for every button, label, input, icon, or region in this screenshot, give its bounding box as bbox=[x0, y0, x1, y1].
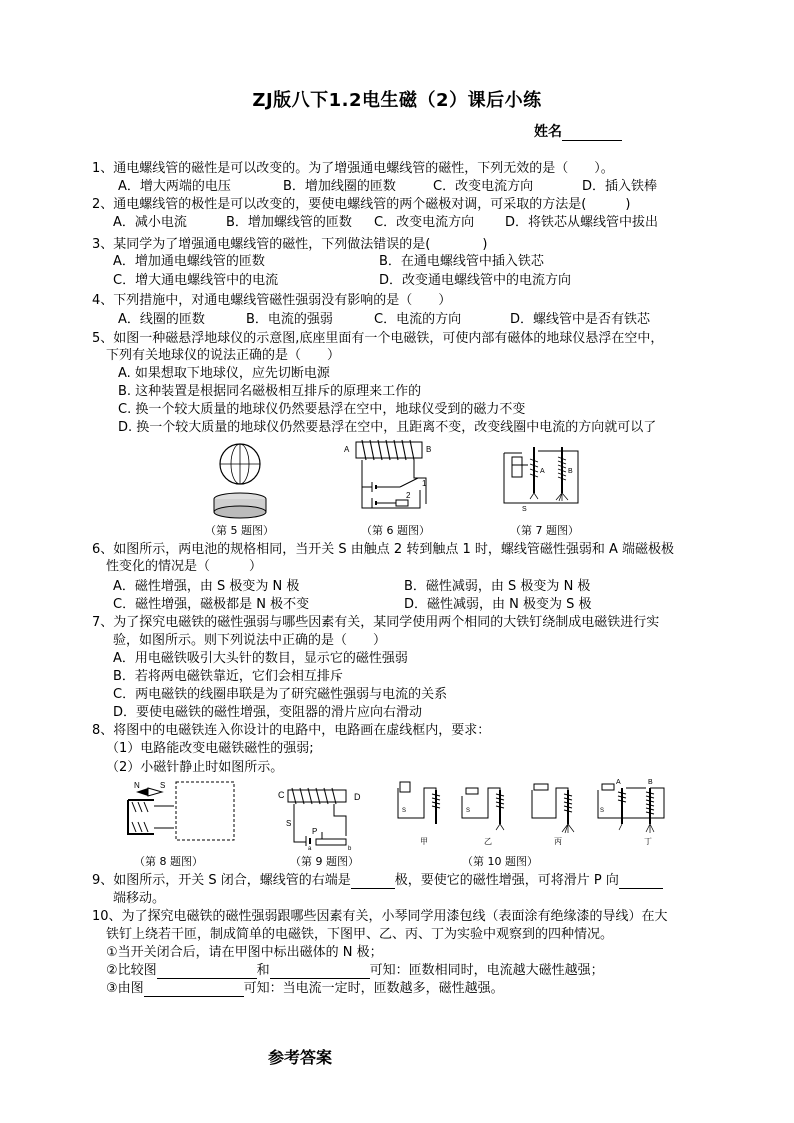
q10-item1: ①当开关闭合后，请在甲图中标出磁体的 N 极； bbox=[106, 945, 383, 960]
fig10-label-yi: 乙 bbox=[484, 837, 492, 846]
q1-option-b: B．增加线圈的匝数 bbox=[283, 179, 396, 194]
fig10-panel-ding bbox=[598, 779, 664, 846]
q10-item2-part1: ②比较图 bbox=[106, 963, 157, 978]
q3-stem: 3、某同学为了增强通电螺线管的磁性，下列做法错误的是( ) bbox=[92, 237, 488, 252]
fig10-yi-s: S bbox=[466, 808, 471, 814]
q9-part2: 极，要使它的磁性增强，可将滑片 P 向 bbox=[394, 873, 619, 888]
name-label: 姓名 bbox=[534, 124, 562, 140]
q1-option-a: A．增大两端的电压 bbox=[118, 179, 231, 194]
q6-option-b: B．磁性减弱，由 S 极变为 N 极 bbox=[404, 579, 591, 594]
fig7-electromagnets bbox=[498, 443, 588, 513]
q3-option-d: D．改变通电螺线管中的电流方向 bbox=[379, 273, 572, 288]
q5-option-a: A. 如果想取下地球仪，应先切断电源 bbox=[118, 366, 330, 381]
fig9-solenoid-rheostat bbox=[276, 786, 364, 850]
fig10-ding-b: B bbox=[648, 779, 653, 786]
q2-stem: 2、通电螺线管的极性是可以改变的，要使电螺线管的两个磁极对调，可采取的方法是( ) bbox=[92, 197, 631, 212]
fig10-label-bing: 丙 bbox=[554, 837, 562, 846]
q10-stem-line2: 铁钉上绕若干匝，制成简单的电磁铁，下图甲、乙、丙、丁为实验中观察到的四种情况。 bbox=[106, 927, 614, 942]
fig10-four-panels bbox=[394, 778, 672, 854]
q6-option-a: A．磁性增强，由 S 极变为 N 极 bbox=[113, 579, 300, 594]
fig5-globe-diagram bbox=[200, 440, 280, 520]
q10-blank-fig-b[interactable] bbox=[270, 965, 370, 979]
q8-req-2: （2）小磁针静止时如图所示。 bbox=[106, 760, 284, 775]
q10-item3-part1: ③由图 bbox=[106, 981, 144, 996]
fig6-solenoid-circuit bbox=[340, 438, 436, 518]
fig9-label-d: D bbox=[354, 792, 361, 802]
q6-option-c: C．磁性增强，磁极都是 N 极不变 bbox=[113, 597, 310, 612]
fig10-label-jia: 甲 bbox=[420, 837, 428, 846]
q9-blank-pole[interactable] bbox=[351, 875, 395, 889]
fig7-caption: （第 7 题图） bbox=[510, 524, 579, 537]
fig8-needle-s: S bbox=[160, 781, 166, 790]
q9-part3: 端移动。 bbox=[113, 891, 166, 906]
fig8-electromagnet-box bbox=[118, 778, 240, 844]
name-field[interactable] bbox=[534, 121, 622, 141]
q10-blank-fig-c[interactable] bbox=[144, 983, 244, 997]
q10-item3 bbox=[106, 980, 504, 997]
fig6-label-b: B bbox=[426, 445, 432, 454]
q10-stem-line1: 10、为了探究电磁铁的磁性强弱跟哪些因素有关，小琴同学用漆包线（表面涂有绝缘漆的导线）在大 bbox=[92, 909, 668, 924]
q10-item2-part2: 和 bbox=[256, 963, 270, 978]
fig10-ding-s: S bbox=[600, 808, 605, 814]
fig6-contact-1: 1 bbox=[422, 479, 427, 488]
q4-option-c: C．电流的方向 bbox=[374, 312, 462, 327]
q4-option-d: D．螺线管中是否有铁芯 bbox=[510, 312, 651, 327]
page-title: ZJ版八下1.2电生磁（2）课后小练 bbox=[252, 90, 542, 111]
fig10-jia-s: S bbox=[402, 808, 407, 814]
q6-stem-line2: 性变化的情况是（ ） bbox=[106, 559, 263, 574]
q8-stem: 8、将图中的电磁铁连入你设计的电路中，电路画在虚线框内，要求： bbox=[92, 723, 491, 738]
fig8-caption: （第 8 题图） bbox=[134, 855, 203, 868]
q9-line1 bbox=[92, 872, 663, 889]
fig6-caption: （第 6 题图） bbox=[361, 524, 430, 537]
q9-part1: 9、如图所示，开关 S 闭合，螺线管的右端是 bbox=[92, 873, 351, 888]
fig10-label-ding: 丁 bbox=[644, 837, 652, 846]
q5-stem-line2: 下列有关地球仪的说法正确的是（ ） bbox=[106, 348, 341, 363]
q2-option-b: B．增加螺线管的匝数 bbox=[226, 215, 352, 230]
name-blank[interactable] bbox=[562, 126, 622, 141]
q3-option-c: C．增大通电螺线管中的电流 bbox=[113, 273, 279, 288]
fig9-label-s: S bbox=[286, 819, 292, 828]
q7-option-a: A．用电磁铁吸引大头针的数目，显示它的磁性强弱 bbox=[113, 651, 408, 666]
fig10-ding-a: A bbox=[616, 779, 621, 786]
q10-item2-part3: 可知：匝数相同时，电流越大磁性越强； bbox=[369, 963, 604, 978]
fig10-panel-jia bbox=[398, 782, 440, 846]
fig7-label-a: A bbox=[540, 468, 545, 475]
fig6-contact-2: 2 bbox=[406, 491, 411, 500]
fig6-label-a: A bbox=[344, 445, 350, 454]
answer-heading: 参考答案 bbox=[268, 1048, 333, 1067]
q8-req-1: （1）电路能改变电磁铁磁性的强弱; bbox=[106, 741, 314, 756]
q1-option-c: C．改变电流方向 bbox=[433, 179, 534, 194]
fig10-panel-yi bbox=[462, 788, 504, 846]
fig9-label-b: b bbox=[348, 846, 352, 850]
fig9-label-p: P bbox=[312, 827, 318, 836]
fig9-label-a: a bbox=[308, 846, 312, 850]
q5-option-c: C. 换一个较大质量的地球仪仍然要悬浮在空中，地球仪受到的磁力不变 bbox=[118, 402, 526, 417]
q5-stem-line1: 5、如图一种磁悬浮地球仪的示意图,底座里面有一个电磁铁，可使内部有磁体的地球仪悬浮在空中， bbox=[92, 331, 664, 346]
q3-option-b: B．在通电螺线管中插入铁芯 bbox=[379, 254, 544, 269]
q6-stem-line1: 6、如图所示，两电池的规格相同，当开关 S 由触点 2 转到触点 1 时，螺线管磁性强弱和 A 端磁极极 bbox=[92, 542, 675, 557]
q7-stem-line2: 验，如图所示。则下列说法中正确的是（ ） bbox=[113, 633, 387, 648]
q1-stem: 1、通电螺线管的磁性是可以改变的。为了增强通电螺线管的磁性，下列无效的是（ ）。 bbox=[92, 161, 614, 176]
fig7-label-s: S bbox=[522, 506, 527, 513]
fig7-label-b: B bbox=[568, 468, 573, 475]
q4-stem: 4、下列措施中，对通电螺线管磁性强弱没有影响的是（ ） bbox=[92, 293, 452, 308]
fig9-caption: （第 9 题图） bbox=[290, 855, 359, 868]
q7-stem-line1: 7、为了探究电磁铁的磁性强弱与哪些因素有关，某同学使用两个相同的大铁钉绕制成电磁铁进行实 bbox=[92, 615, 660, 630]
q2-option-c: C．改变电流方向 bbox=[374, 215, 475, 230]
q2-option-d: D．将铁芯从螺线管中拔出 bbox=[505, 215, 659, 230]
q10-blank-fig-a[interactable] bbox=[157, 965, 257, 979]
fig10-caption: （第 10 题图） bbox=[462, 855, 538, 868]
fig10-panel-bing bbox=[532, 784, 574, 846]
q10-item2 bbox=[106, 962, 604, 979]
q2-option-a: A．减小电流 bbox=[113, 215, 187, 230]
q7-option-d: D．要使电磁铁的磁性增强，变阻器的滑片应向右滑动 bbox=[113, 705, 423, 720]
q7-option-b: B．若将两电磁铁靠近，它们会相互排斥 bbox=[113, 669, 343, 684]
fig8-needle-n: N bbox=[134, 781, 140, 790]
fig5-caption: （第 5 题图） bbox=[205, 524, 274, 537]
q1-option-d: D．插入铁棒 bbox=[582, 179, 658, 194]
fig9-label-c: C bbox=[278, 790, 285, 800]
q3-option-a: A．增加通电螺线管的匝数 bbox=[113, 254, 265, 269]
q5-option-b: B. 这种装置是根据同名磁极相互排斥的原理来工作的 bbox=[118, 384, 422, 399]
q5-option-d: D. 换一个较大质量的地球仪仍然要悬浮在空中，且距离不变，改变线圈中电流的方向就可以了 bbox=[118, 420, 657, 435]
q10-item3-part2: 可知：当电流一定时，匝数越多，磁性越强。 bbox=[243, 981, 504, 996]
q9-blank-direction[interactable] bbox=[619, 875, 663, 889]
q6-option-d: D．磁性减弱，由 N 极变为 S 极 bbox=[404, 597, 592, 612]
q4-option-b: B．电流的强弱 bbox=[246, 312, 333, 327]
q7-option-c: C．两电磁铁的线圈串联是为了研究磁性强弱与电流的关系 bbox=[113, 687, 448, 702]
q4-option-a: A．线圈的匝数 bbox=[118, 312, 205, 327]
